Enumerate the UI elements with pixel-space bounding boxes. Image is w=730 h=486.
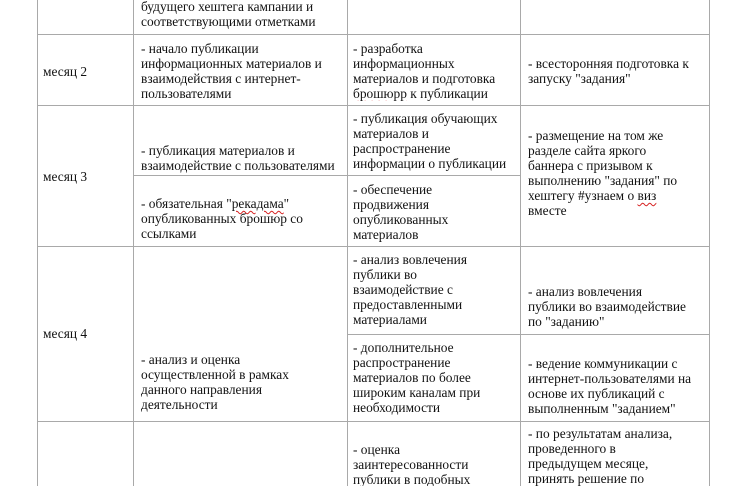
cell-text: - оценка заинтересованности публики в подобных — [353, 442, 471, 486]
table-border — [347, 334, 521, 335]
cell-text: будущего хештега кампании и соответствующими отметками — [141, 0, 316, 29]
table-cell — [528, 56, 708, 86]
table-cell — [353, 41, 519, 101]
table-cell — [141, 41, 345, 101]
table-cell — [353, 252, 519, 327]
spellcheck-word: рекадама — [231, 196, 284, 211]
spellcheck-word: брошюрр — [353, 86, 407, 101]
cell-text: - дополнительное распространение материалов по более широким каналам при необходимости — [353, 340, 481, 415]
table-border — [37, 105, 710, 106]
cell-text: - обеспечение продвижения опубликованных материалов — [353, 182, 449, 242]
table-cell — [141, 143, 347, 173]
cell-text: - анализ вовлечения публики во взаимодействие по "заданию" — [528, 284, 686, 329]
table-cell — [141, 0, 345, 29]
table-border — [520, 334, 710, 335]
table-cell — [528, 128, 708, 218]
table-border — [520, 0, 521, 486]
cell-text: - разработка информационных материалов и подготовка брошюрр к публикации — [353, 41, 496, 101]
cell-text: - анализ и оценка осуществленной в рамках данного направления деятельности — [141, 352, 289, 412]
cell-text: - по результатам анализа, проведенного в предыдущем месяце, принять решение по — [528, 426, 673, 486]
table-border — [347, 175, 521, 176]
table-cell — [141, 196, 345, 241]
table-border — [347, 0, 348, 486]
table-cell — [528, 284, 708, 329]
cell-text: - размещение на том же разделе сайта яркого баннера с призывом к выполнению "задания" по хештегу #узнаем о виз вместе — [528, 128, 678, 218]
table-cell — [353, 442, 519, 486]
month-label: месяц 4 — [43, 326, 88, 341]
cell-text: - публикация материалов и взаимодействие с пользователями — [141, 143, 335, 173]
table-border — [37, 246, 710, 247]
table-border — [37, 34, 710, 35]
cell-text: - ведение коммуникации с интернет-пользователями на основе их публикаций с выполненным "заданием" — [528, 356, 692, 416]
cell-text: - начало публикации информационных материалов и взаимодействия с интернет- пользователями — [141, 41, 322, 101]
cell-text: - анализ вовлечения публики во взаимодействие с предоставленными материалами — [353, 252, 467, 327]
cell-text: - обязательная "рекадама" опубликованных брошюр со ссылками — [141, 196, 303, 241]
table-cell — [141, 352, 345, 412]
table-border — [133, 175, 348, 176]
cell-text: - публикация обучающих материалов и распространение информации о публикации — [353, 111, 507, 171]
table-cell — [528, 356, 708, 416]
table-border — [37, 0, 38, 486]
table-cell — [353, 340, 519, 415]
table-cell — [353, 182, 519, 242]
table-border — [133, 0, 134, 486]
cell-text: - всесторонняя подготовка к запуску "задания" — [528, 56, 689, 86]
month-label: месяц 3 — [43, 169, 88, 184]
table-border — [709, 0, 710, 486]
spellcheck-word: виз — [637, 188, 657, 203]
table-cell — [528, 426, 708, 486]
table-border — [37, 421, 710, 422]
month-label: месяц 2 — [43, 64, 88, 79]
table-cell — [353, 111, 519, 171]
